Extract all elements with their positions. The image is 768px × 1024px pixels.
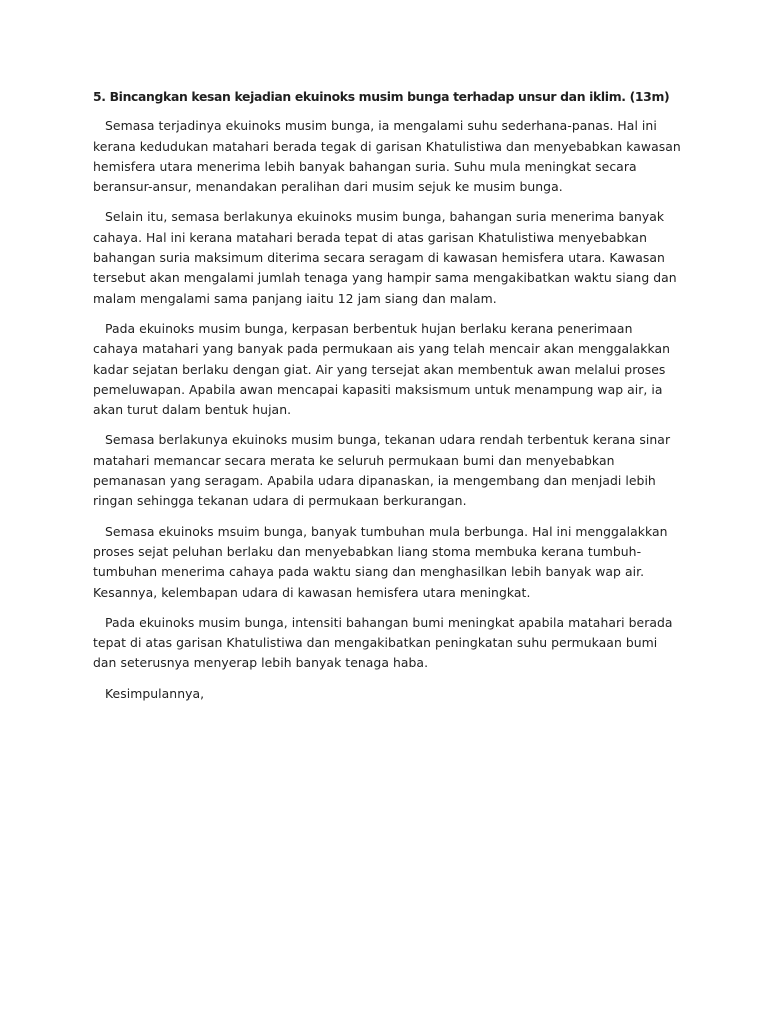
paragraph-line: cahaya. Hal ini kerana matahari berada tepat di atas garisan Khatulistiwa menyebabkan [93, 229, 647, 245]
paragraph-line: ringan sehingga tekanan udara di permukaan berkurangan. [93, 493, 467, 509]
paragraph-line: Semasa berlakunya ekuinoks musim bunga, tekanan udara rendah terbentuk kerana sinar [105, 432, 671, 448]
answer-body [93, 116, 681, 704]
paragraph-line: beransur-ansur, menandakan peralihan dari musim sejuk ke musim bunga. [93, 179, 563, 195]
paragraph-line: pemanasan yang seragam. Apabila udara dipanaskan, ia mengembang dan menjadi lebih [93, 473, 656, 489]
paragraph-line: Semasa ekuinoks msuim bunga, banyak tumbuhan mula berbunga. Hal ini menggalakkan [105, 523, 668, 539]
paragraph-line: kerana kedudukan matahari berada tegak di garisan Khatulistiwa dan menyebabkan kawasan [93, 138, 681, 154]
document-page [93, 87, 681, 714]
paragraph-line: tumbuhan menerima cahaya pada waktu siang dan menghasilkan lebih banyak wap air. [93, 564, 645, 580]
answer-paragraph [93, 613, 675, 674]
paragraph-line: tersebut akan mengalami jumlah tenaga yang hampir sama mengakibatkan waktu siang dan [93, 270, 677, 286]
answer-paragraph [93, 430, 675, 511]
paragraph-line: Kesannya, kelembapan udara di kawasan hemisfera utara meningkat. [93, 584, 531, 600]
paragraph-line: Pada ekuinoks musim bunga, intensiti bahangan bumi meningkat apabila matahari berada [105, 614, 673, 630]
answer-paragraph [93, 522, 675, 603]
paragraph-line: cahaya matahari yang banyak pada permukaan ais yang telah mencair akan menggalakkan [93, 341, 671, 357]
answer-paragraph [93, 207, 675, 308]
question-heading: 5. Bincangkan kesan kejadian ekuinoks musim bunga terhadap unsur dan iklim. (13m) [93, 89, 670, 104]
paragraph-line: kadar sejatan berlaku dengan giat. Air yang tersejat akan membentuk awan melalui proses [93, 361, 666, 377]
paragraph-line: akan turut dalam bentuk hujan. [93, 402, 292, 418]
paragraph-line: dan seterusnya menyerap lebih banyak tenaga haba. [93, 655, 429, 671]
paragraph-line: Semasa terjadinya ekuinoks musim bunga, ia mengalami suhu sederhana-panas. Hal ini [105, 118, 657, 134]
paragraph-line: hemisfera utara menerima lebih banyak bahangan suria. Suhu mula meningkat secara [93, 158, 637, 174]
paragraph-line: bahangan suria maksimum diterima secara seragam di kawasan hemisfera utara. Kawasan [93, 250, 665, 266]
answer-paragraph [93, 116, 681, 197]
answer-paragraph [93, 684, 675, 704]
answer-paragraph [93, 319, 675, 420]
paragraph-line: tepat di atas garisan Khatulistiwa dan mengakibatkan peningkatan suhu permukaan bumi [93, 635, 658, 651]
paragraph-line: pemeluwapan. Apabila awan mencapai kapasiti maksismum untuk menampung wap air, ia [93, 381, 663, 397]
paragraph-line: Selain itu, semasa berlakunya ekuinoks musim bunga, bahangan suria menerima banyak [105, 209, 665, 225]
paragraph-line: Kesimpulannya, [105, 685, 205, 701]
paragraph-line: proses sejat peluhan berlaku dan menyebabkan liang stoma membuka kerana tumbuh- [93, 543, 642, 559]
paragraph-line: matahari memancar secara merata ke seluruh permukaan bumi dan menyebabkan [93, 452, 615, 468]
paragraph-line: malam mengalami sama panjang iaitu 12 jam siang dan malam. [93, 290, 497, 306]
paragraph-line: Pada ekuinoks musim bunga, kerpasan berbentuk hujan berlaku kerana penerimaan [105, 320, 633, 336]
